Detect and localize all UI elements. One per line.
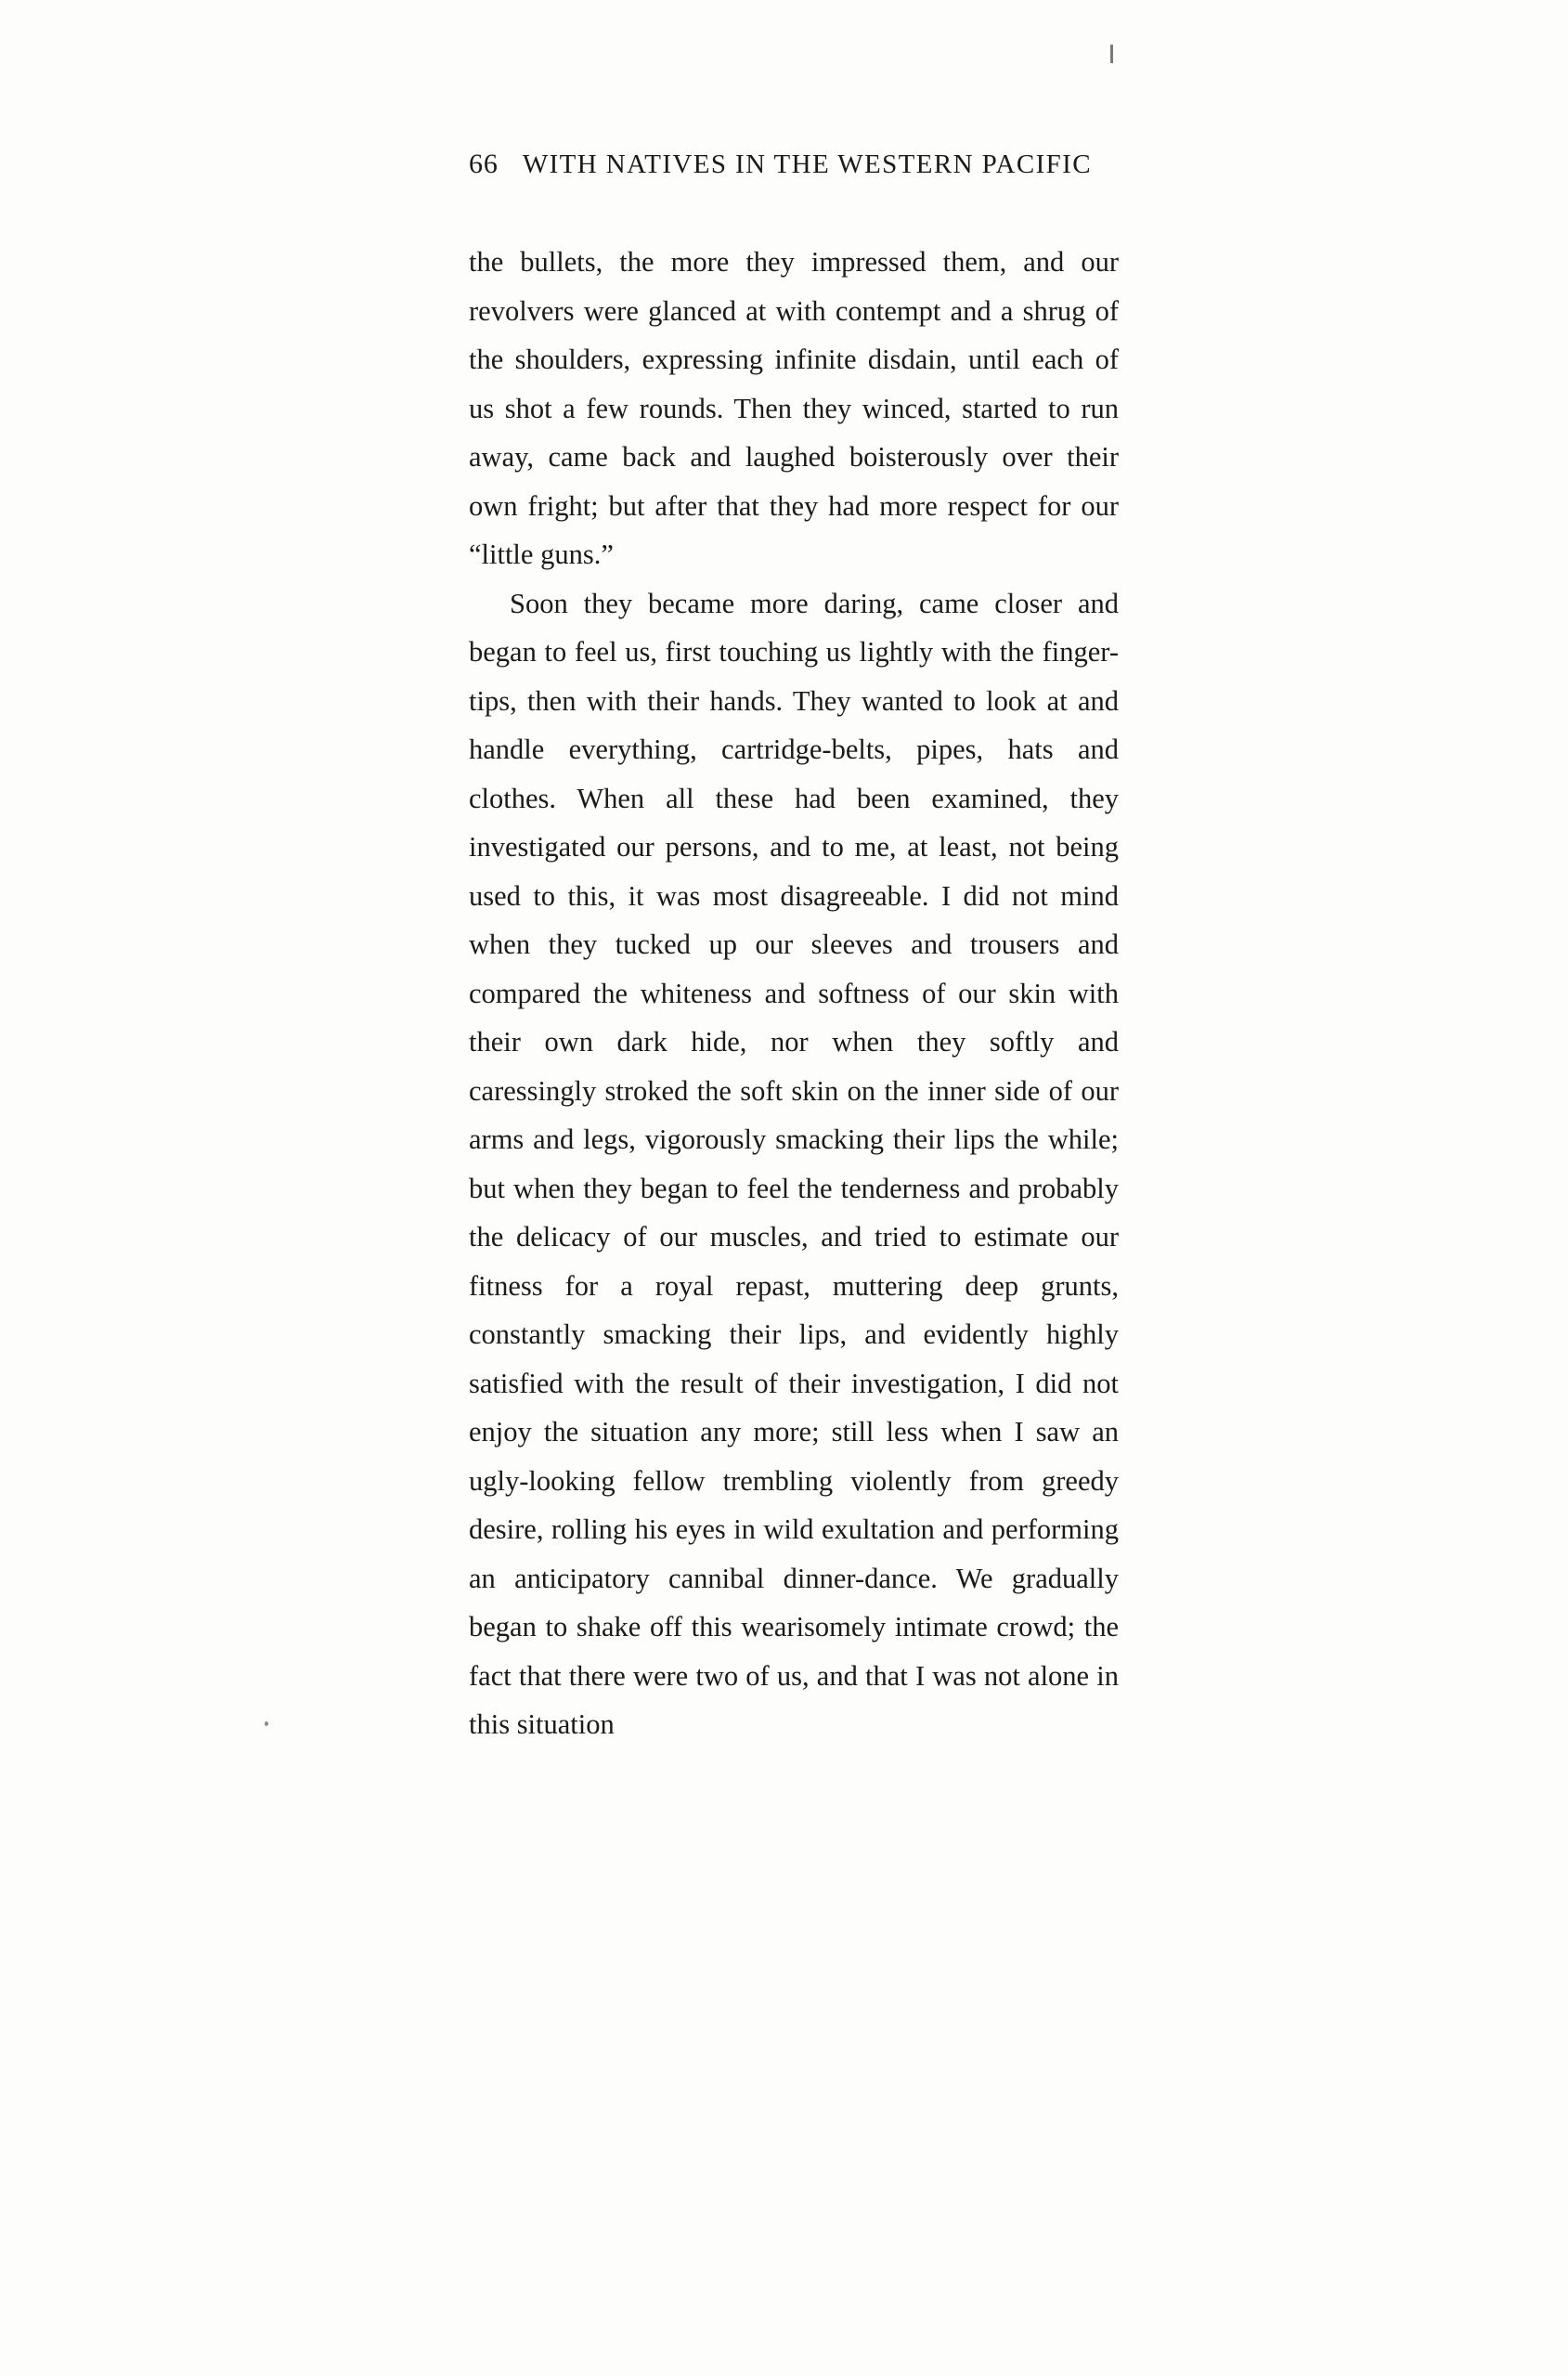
running-title: WITH NATIVES IN THE WESTERN PACIFIC [522, 149, 1092, 179]
margin-speck [265, 1721, 268, 1726]
body-paragraph: the bullets, the more they impressed them, and our revolvers were glanced at with contempt and a shrug of the shoulders, expressing infinite disdain, until each of us shot a few rounds. Then they winced, started to run away, came back and laughed boisterously over their own fright; but after that they had more respect for our “little guns.” [469, 246, 1119, 570]
page-number: 66 [469, 149, 499, 179]
page-edge-mark [1110, 45, 1113, 63]
body-paragraph: Soon they became more daring, came closer and began to feel us, first touching us lightly with the finger-tips, then with their hands. They wanted to look at and handle everything, cartridge-belts, pipes, hats and clothes. When all these had been examined, they investigated our persons, and to me, at least, not being used to this, it was most disagreeable. I did not mind when they tucked up our sleeves and trousers and compared the whiteness and softness of our skin with their own dark hide, nor when they softly and caressingly stroked the soft skin on the inner side of our arms and legs, vigorously smacking their lips the while; but when they began to feel the tenderness and probably the delicacy of our muscles, and tried to estimate our fitness for a royal repast, muttering deep grunts, constantly smacking their lips, and evidently highly satisfied with the result of their investigation, I did not enjoy the situation any more; still less when I saw an ugly-looking fellow trembling violently from greedy desire, rolling his eyes in wild exultation and performing an anticipatory cannibal dinner-dance. We gradually began to shake off this wearisomely intimate crowd; the fact that there were two of us, and that I was not alone in this situation [469, 587, 1119, 1740]
page-content [469, 149, 1119, 1749]
running-head [469, 149, 1119, 180]
